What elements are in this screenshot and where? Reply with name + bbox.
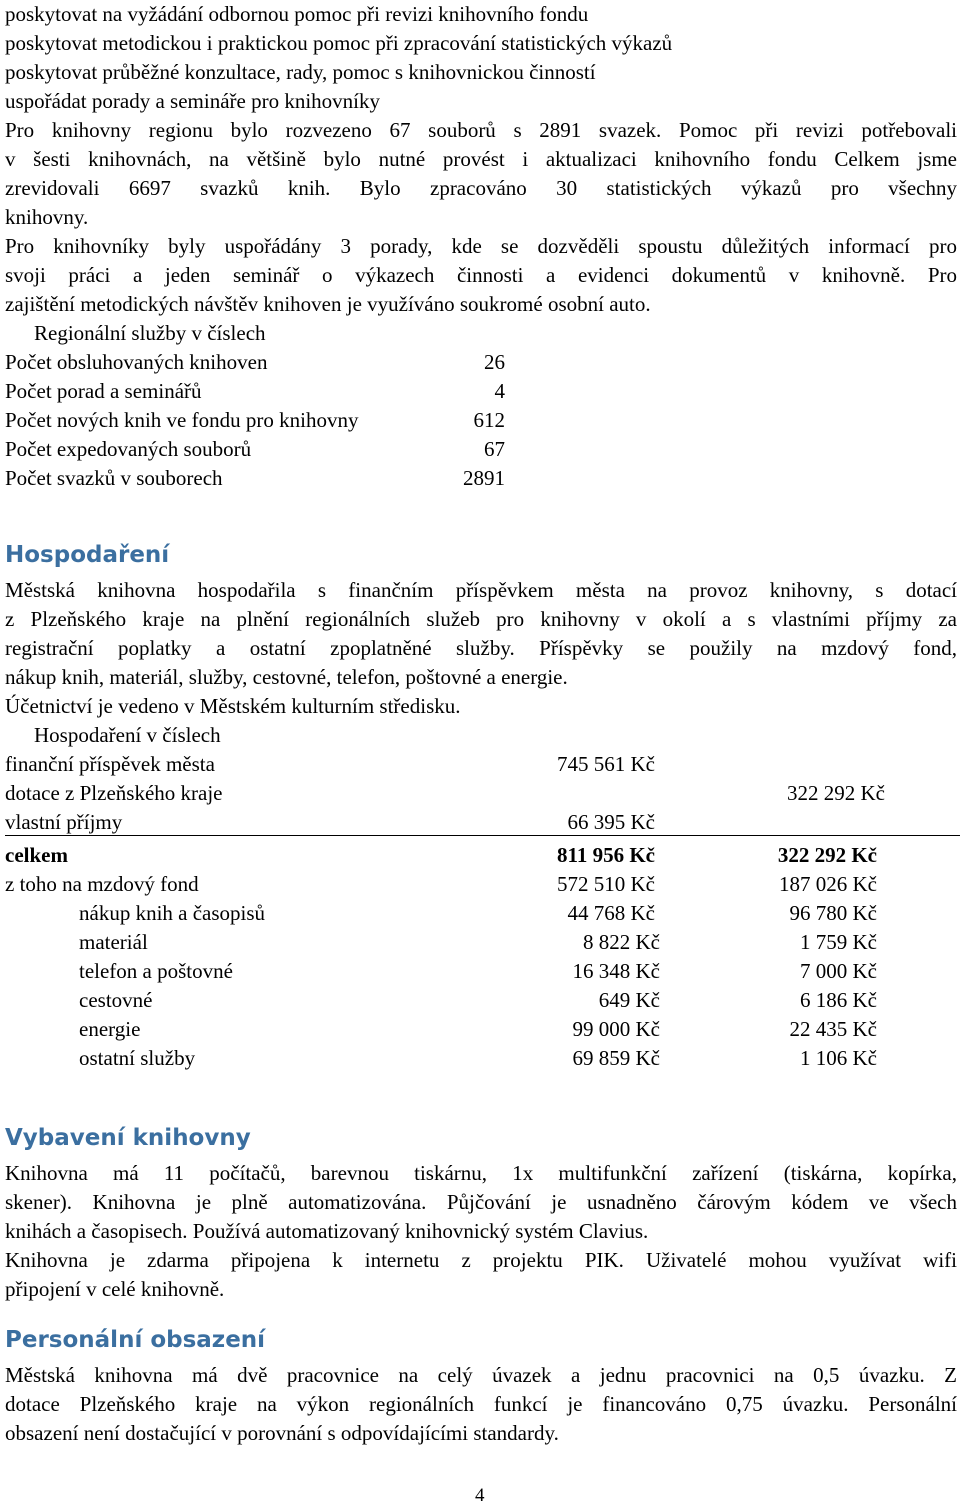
expense-value-region: 7 000 Kč	[800, 959, 877, 983]
paragraph-line: registrační poplatky a ostatní zpoplatněné služby. Příspěvky se použily na mzdový fond,	[5, 636, 957, 660]
paragraph-line: knihovny.	[5, 205, 89, 229]
regional-row-value: 26	[484, 350, 505, 374]
paragraph-line: Účetnictví je vedeno v Městském kulturním středisku.	[5, 694, 461, 718]
finance-row-label: vlastní příjmy	[5, 810, 123, 834]
paragraph-line: připojení v celé knihovně.	[5, 1277, 225, 1301]
expense-value-city: 572 510 Kč	[557, 872, 655, 896]
expense-row-label: telefon a poštovné	[79, 959, 233, 983]
regional-row-value: 612	[473, 408, 505, 432]
finance-row-label: dotace z Plzeňského kraje	[5, 781, 223, 805]
expense-value-region: 96 780 Kč	[789, 901, 877, 925]
regional-row-label: Počet expedovaných souborů	[5, 437, 252, 461]
regional-table-title: Regionální služby v číslech	[34, 321, 266, 345]
finance-value-city: 66 395 Kč	[567, 810, 655, 834]
expense-value-region: 6 186 Kč	[800, 988, 877, 1012]
regional-row-label: Počet obsluhovaných knihoven	[5, 350, 268, 374]
paragraph-line: knihách a časopisech. Používá automatizovaný knihovnický systém Clavius.	[5, 1219, 649, 1243]
paragraph-line: obsazení není dostačující v porovnání s odpovídajícími standardy.	[5, 1421, 559, 1445]
expense-row-label: z toho na mzdový fond	[5, 872, 199, 896]
intro-line: poskytovat metodickou i praktickou pomoc při zpracování statistických výkazů	[5, 31, 673, 55]
regional-row-label: Počet svazků v souborech	[5, 466, 223, 490]
finance-total-label: celkem	[5, 843, 68, 867]
finance-table-title: Hospodaření v číslech	[34, 723, 221, 747]
finance-value-region: 322 292 Kč	[787, 781, 885, 805]
paragraph-line: dotace Plzeňského kraje na výkon regionálních funkcí je financováno 0,75 úvazku. Personální	[5, 1392, 957, 1416]
regional-row-label: Počet nových knih ve fondu pro knihovny	[5, 408, 359, 432]
paragraph-line: Městská knihovna hospodařila s finančním příspěvkem města na provoz knihovny, s dotací	[5, 578, 957, 602]
expense-row-label: nákup knih a časopisů	[79, 901, 266, 925]
page-number: 4	[475, 1485, 485, 1506]
paragraph-line: Městská knihovna má dvě pracovnice na celý úvazek a jednu pracovnici na 0,5 úvazku. Z	[5, 1363, 957, 1387]
section-heading-personal: Personální obsazení	[5, 1327, 266, 1353]
paragraph-line: svoji práci a jeden seminář o výkazech činnosti a evidenci dokumentů v knihovně. Pro	[5, 263, 957, 287]
regional-row-value: 67	[484, 437, 505, 461]
expense-value-region: 187 026 Kč	[779, 872, 877, 896]
paragraph-line: v šesti knihovnách, na většině bylo nutné provést i aktualizaci knihovního fondu Celkem jsme	[5, 147, 957, 171]
expense-value-region: 1 759 Kč	[800, 930, 877, 954]
paragraph-line: Knihovna je zdarma připojena k internetu z projektu PIK. Uživatelé mohou využívat wifi	[5, 1248, 957, 1272]
expense-value-city: 16 348 Kč	[572, 959, 660, 983]
expense-value-region: 22 435 Kč	[789, 1017, 877, 1041]
expense-value-city: 69 859 Kč	[572, 1046, 660, 1070]
paragraph-line: Knihovna má 11 počítačů, barevnou tiskárnu, 1x multifunkční zařízení (tiskárna, kopírka,	[5, 1161, 957, 1185]
expense-value-city: 649 Kč	[598, 988, 660, 1012]
paragraph-line: zrevidovali 6697 svazků knih. Bylo zpracováno 30 statistických výkazů pro všechny	[5, 176, 957, 200]
regional-row-value: 2891	[463, 466, 505, 490]
regional-row-value: 4	[494, 379, 505, 403]
expense-value-city: 44 768 Kč	[567, 901, 655, 925]
expense-row-label: ostatní služby	[79, 1046, 196, 1070]
paragraph-line: skener). Knihovna je plně automatizována. Půjčování je usnadněno čárovým kódem ve všech	[5, 1190, 957, 1214]
expense-value-region: 1 106 Kč	[800, 1046, 877, 1070]
intro-line: poskytovat na vyžádání odbornou pomoc při revizi knihovního fondu	[5, 2, 589, 26]
finance-row-label: finanční příspěvek města	[5, 752, 215, 776]
paragraph-line: zajištění metodických návštěv knihoven je využíváno soukromé osobní auto.	[5, 292, 651, 316]
finance-value-city: 745 561 Kč	[557, 752, 655, 776]
expense-value-city: 99 000 Kč	[572, 1017, 660, 1041]
regional-row-label: Počet porad a seminářů	[5, 379, 202, 403]
paragraph-line: z Plzeňského kraje na plnění regionálních služeb pro knihovny v okolí a s vlastními příjmy za	[5, 607, 957, 631]
intro-line: poskytovat průběžné konzultace, rady, pomoc s knihovnickou činností	[5, 60, 596, 84]
paragraph-line: Pro knihovny regionu bylo rozvezeno 67 souborů s 2891 svazek. Pomoc při revizi potřebovali	[5, 118, 957, 142]
section-heading-hospodareni: Hospodaření	[5, 542, 170, 568]
intro-line: uspořádat porady a semináře pro knihovníky	[5, 89, 380, 113]
finance-total-city: 811 956 Kč	[557, 843, 655, 867]
table-divider	[5, 835, 960, 836]
finance-total-region: 322 292 Kč	[777, 843, 877, 867]
paragraph-line: Pro knihovníky byly uspořádány 3 porady, kde se dozvěděli spoustu důležitých informací pro	[5, 234, 957, 258]
section-heading-vybaveni: Vybavení knihovny	[5, 1125, 251, 1151]
expense-row-label: cestovné	[79, 988, 153, 1012]
paragraph-line: nákup knih, materiál, služby, cestovné, telefon, poštovné a energie.	[5, 665, 568, 689]
expense-row-label: materiál	[79, 930, 148, 954]
expense-row-label: energie	[79, 1017, 141, 1041]
expense-value-city: 8 822 Kč	[583, 930, 660, 954]
